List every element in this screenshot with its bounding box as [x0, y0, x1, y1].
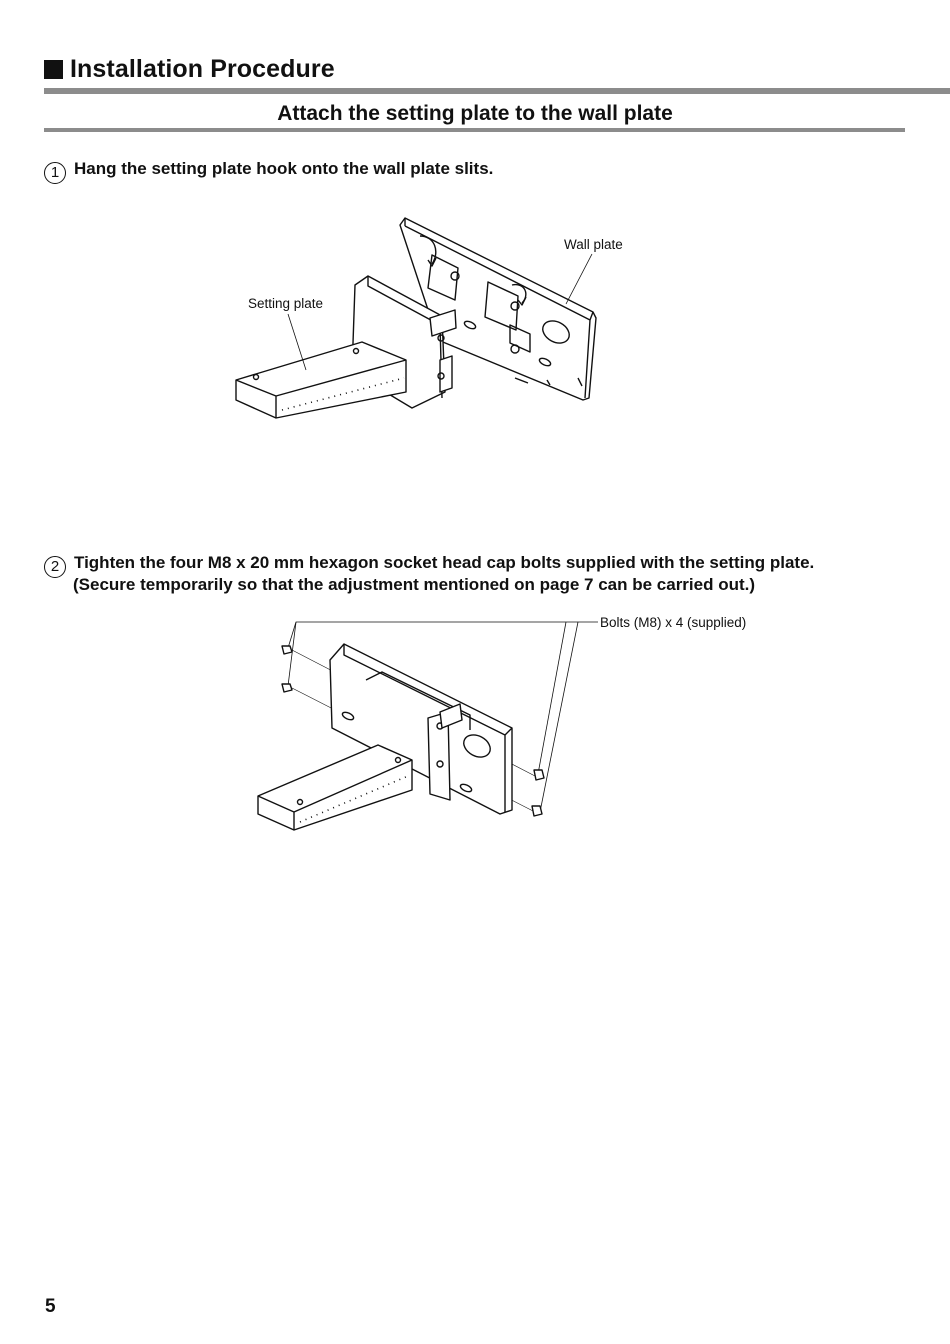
step-2-line-2: (Secure temporarily so that the adjustment mentioned on page 7 can be carried out.) [73, 575, 756, 594]
label-setting-plate: Setting plate [248, 296, 324, 311]
step-number: 1 [44, 162, 66, 184]
label-bolts: Bolts (M8) x 4 (supplied) [600, 615, 747, 630]
label-wall-plate: Wall plate [564, 237, 623, 252]
step-text-line-1: Tighten the four M8 x 20 mm hexagon socket head cap bolts supplied with the setting plate. [74, 553, 815, 572]
page-number: 5 [45, 1296, 56, 1317]
subtitle: Attach the setting plate to the wall plate [277, 102, 673, 125]
step-text: Hang the setting plate hook onto the wall plate slits. [74, 159, 494, 178]
step-number: 2 [44, 556, 66, 578]
section-title-text: Installation Procedure [70, 55, 335, 83]
